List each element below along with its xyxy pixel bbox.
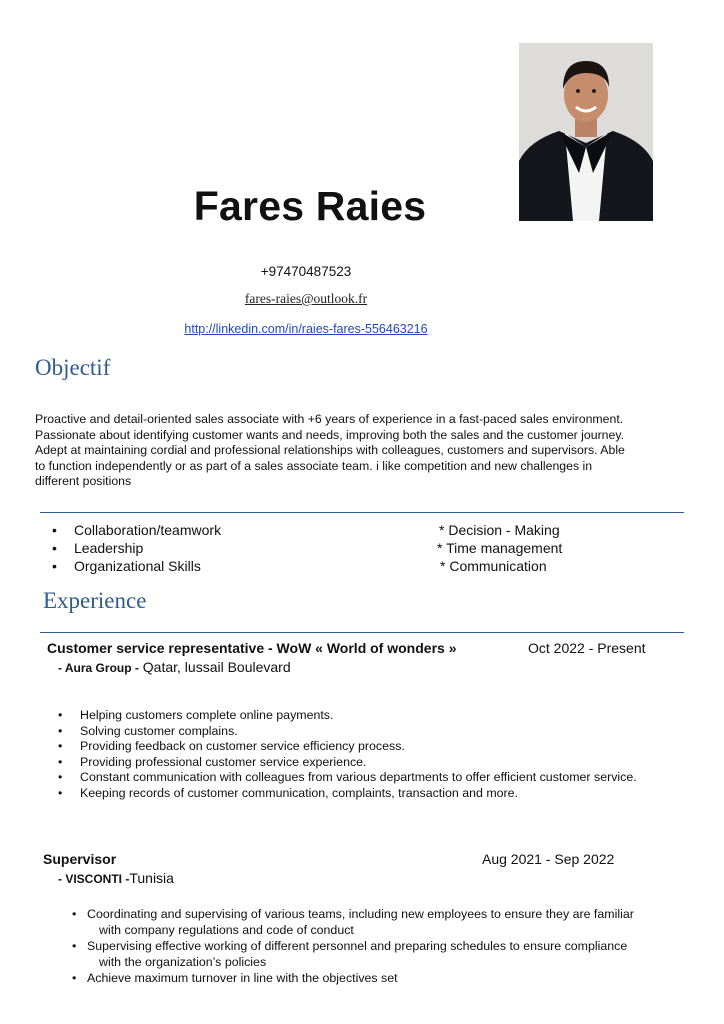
objective-line: different positions (35, 474, 132, 488)
job-title: Customer service representative - WoW « World of wonders » (47, 640, 457, 656)
phone-number: +97470487523 (260, 264, 352, 279)
objective-heading: Objectif (35, 355, 111, 380)
experience-heading: Experience (43, 588, 147, 613)
list-item: • Providing feedback on customer service efficiency process. (58, 739, 637, 755)
list-item-line: with company regulations and code of conduct (99, 923, 354, 937)
job-company (58, 870, 174, 886)
job-company (58, 659, 291, 675)
section-divider (40, 632, 684, 633)
list-item: • Solving customer complains. (58, 724, 637, 740)
list-item: • Keeping records of customer communication, complaints, transaction and more. (58, 786, 637, 802)
objective-paragraph (35, 412, 695, 490)
skill-item: * Decision - Making (439, 522, 560, 538)
list-item-line: Coordinating and supervising of various teams, including new employees to ensure they are familiar (87, 907, 634, 921)
company-name: - Aura Group - (58, 661, 139, 675)
list-item: • Constant communication with colleagues from various departments to offer efficient customer service. (58, 770, 637, 786)
skill-item: * Time management (437, 540, 563, 556)
skill-item: • Collaboration/teamwork (52, 521, 221, 539)
email-link[interactable]: fares-raies@outlook.fr (244, 291, 368, 306)
list-item: • Providing professional customer service experience. (58, 755, 637, 771)
objective-line: to function independently or as part of a sales associate team. i like competition and new challenges in (35, 458, 593, 473)
job-bullets (58, 708, 637, 802)
list-item (72, 906, 692, 938)
job-title: Supervisor (43, 851, 117, 867)
list-item-line: Supervising effective working of different personnel and preparing schedules to ensure compliance (87, 939, 628, 953)
job-location: Tunisia (129, 870, 174, 886)
objective-line: Proactive and detail-oriented sales associate with +6 years of experience in a fast-paced sales environment. (35, 412, 624, 426)
skill-item: • Leadership (52, 539, 221, 557)
objective-line: Adept at maintaining cordial and professional relationships with colleagues, customers and supervisors. Able (35, 443, 625, 457)
list-item-line: with the organization’s policies (99, 955, 267, 969)
list-item: • Helping customers complete online payments. (58, 708, 637, 724)
skills-list-left (52, 521, 221, 575)
linkedin-link[interactable]: http://linkedin.com/in/raies-fares-556463216 (184, 322, 428, 336)
candidate-name: Fares Raies (193, 183, 427, 229)
skill-item: * Communication (440, 558, 547, 574)
job-date: Aug 2021 - Sep 2022 (482, 851, 615, 867)
job-location: Qatar, lussail Boulevard (138, 659, 291, 675)
list-item (72, 938, 692, 970)
section-divider (40, 512, 684, 513)
skills-list-right (437, 521, 562, 575)
list-item-line: Achieve maximum turnover in line with the objectives set (87, 971, 398, 985)
company-name: - VISCONTI - (58, 872, 130, 886)
list-item (72, 970, 692, 986)
skill-item: • Organizational Skills (52, 557, 221, 575)
objective-line: Passionate about identifying customer wants and needs, improving both the sales and the customer journey. (35, 427, 625, 442)
job-date: Oct 2022 - Present (528, 640, 646, 656)
job-bullets (72, 906, 692, 986)
